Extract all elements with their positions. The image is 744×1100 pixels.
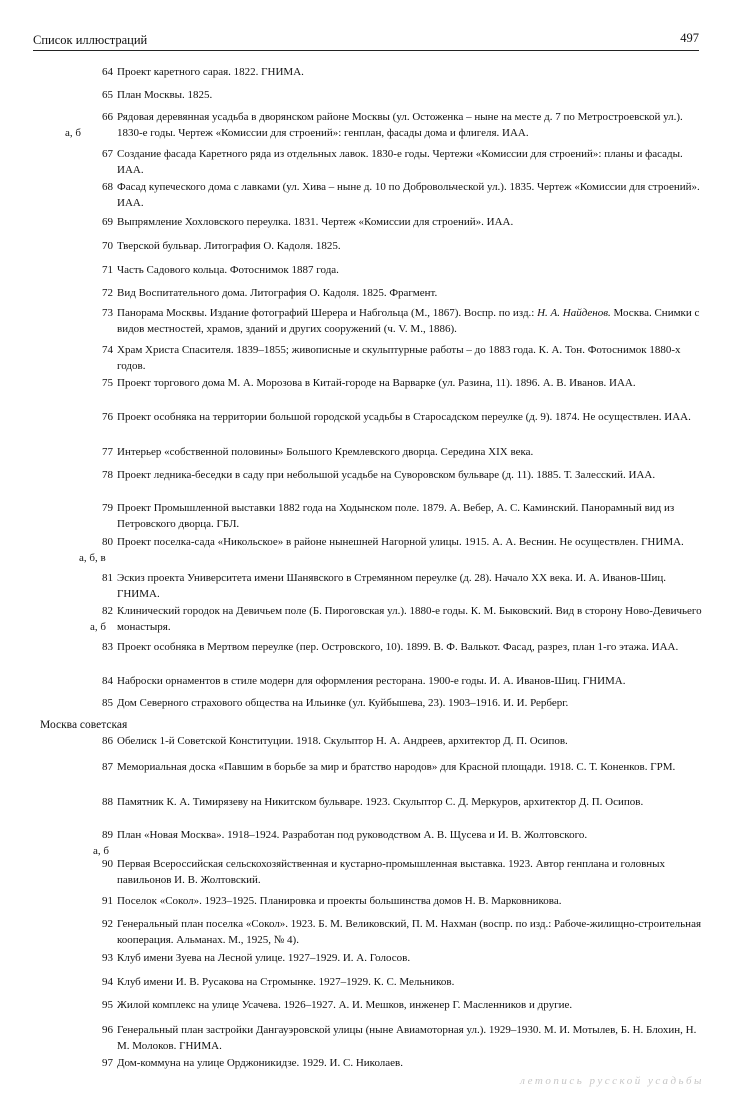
- entry-number: 85: [102, 697, 113, 709]
- watermark: летопись русской усадьбы: [520, 1075, 704, 1087]
- entry-text: Клуб имени И. В. Русакова на Стромынке. 1927–1929. К. С. Мельников.: [117, 976, 455, 988]
- entry-text: Памятник К. А. Тимирязеву на Никитском бульваре. 1923. Скульптор С. Д. Меркуров, архитектор Д. П. Осипов.: [117, 796, 644, 808]
- entry-text: Эскиз проекта Университета имени Шанявского в Стремянном переулке (д. 28). Начало XX века. И. А. Иванов-Шиц. ГНИМА.: [117, 572, 666, 600]
- entry-number: 82: [102, 605, 113, 617]
- entry-text-part: Панорама Москвы. Издание фотографий Шерера и Набгольца (М., 1867). Воспр. по изд.:: [117, 307, 538, 319]
- entry-author-italic: Н. А. Найденов.: [537, 307, 611, 319]
- entry-number: 72: [102, 287, 113, 299]
- entry-number: 96: [102, 1024, 113, 1036]
- entry-text: Проект поселка-сада «Никольское» в районе нынешней Нагорной улицы. 1915. А. А. Веснин. Не осуществлен. ГНИМА.: [117, 536, 684, 548]
- entry-text: Клинический городок на Девичьем поле (Б. Пироговская ул.). 1880-е годы. К. М. Быковский. Вид в сторону Ново-Девичьего монастыря.: [117, 605, 702, 633]
- page-header: [33, 30, 699, 51]
- entry-subletters: а, б: [90, 620, 106, 633]
- entry-number: 95: [102, 999, 113, 1011]
- entry-number: 84: [102, 675, 113, 687]
- entry-text: Обелиск 1-й Советской Конституции. 1918. Скульптор Н. А. Андреев, архитектор Д. П. Осипов.: [117, 735, 568, 747]
- entry-text: Жилой комплекс на улице Усачева. 1926–1927. А. И. Мешков, инженер Г. Масленников и другие.: [117, 999, 573, 1011]
- entry-text: Наброски орнаментов в стиле модерн для оформления ресторана. 1900-е годы. И. А. Иванов-Шиц. ГНИМА.: [117, 675, 626, 687]
- entry-text: Тверской бульвар. Литография О. Кадоля. 1825.: [117, 240, 341, 252]
- section-heading: Москва советская: [40, 719, 128, 731]
- entry-number: 87: [102, 761, 113, 773]
- entry-text: Генеральный план поселка «Сокол». 1923. Б. М. Великовский, П. М. Нахман (воспр. по изд.: Рабоче-жилищно-строительная кооперация. Альманах. М., 1925, № 4).: [117, 918, 702, 946]
- page-number: 497: [680, 31, 699, 45]
- entry-text: Выпрямление Хохловского переулка. 1831. Чертеж «Комиссии для строений». ИАА.: [117, 216, 514, 228]
- entry-number: 80: [102, 536, 113, 548]
- entry-text: Проект каретного сарая. 1822. ГНИМА.: [117, 66, 304, 78]
- entry-text: Создание фасада Каретного ряда из отдельных лавок. 1830-е годы. Чертежи «Комиссии для строений»: планы и фасады. ИАА.: [117, 148, 683, 176]
- entry-text: Клуб имени Зуева на Лесной улице. 1927–1929. И. А. Голосов.: [117, 952, 411, 964]
- entry-number: 91: [102, 895, 113, 907]
- entry-text: Вид Воспитательного дома. Литография О. Кадоля. 1825. Фрагмент.: [117, 287, 438, 299]
- entry-number: 67: [102, 148, 113, 160]
- entry-number: 88: [102, 796, 113, 808]
- entry-text: Проект Промышленной выставки 1882 года на Ходынском поле. 1879. А. Вебер, А. С. Каминский. Панорамный вид из Петровского дворца. ГБЛ.: [117, 502, 675, 530]
- entry-number: 78: [102, 469, 113, 481]
- entry-number: 75: [102, 377, 113, 389]
- entry-number: 97: [102, 1057, 113, 1069]
- entry-number: 93: [102, 952, 113, 964]
- entry-text: Мемориальная доска «Павшим в борьбе за мир и братство народов» для Красной площади. 1918. С. Т. Коненков. ГРМ.: [117, 761, 676, 773]
- entry-number: 73: [102, 307, 113, 319]
- entry-number: 81: [102, 572, 113, 584]
- entry-text: Часть Садового кольца. Фотоснимок 1887 года.: [117, 264, 339, 276]
- entry-text: Дом Северного страхового общества на Ильинке (ул. Куйбышева, 23). 1903–1916. И. И. Рерберг.: [117, 697, 569, 709]
- entry-number: 79: [102, 502, 113, 514]
- entry-number: 86: [102, 735, 113, 747]
- entry-text: [117, 306, 706, 337]
- entry-number: 71: [102, 264, 113, 276]
- entry-number: 83: [102, 641, 113, 653]
- entry-number: 70: [102, 240, 113, 252]
- entry-text: Проект особняка на территории большой городской усадьбы в Старосадском переулке (д. 9). 1874. Не осуществлен. ИАА.: [117, 411, 691, 423]
- entry-number: 77: [102, 446, 113, 458]
- entry-subletters: а, б, в: [79, 551, 106, 564]
- entry-text-part: Москва. Снимки с видов местностей, храмов, зданий и других сооружений (ч. V. М., 1886).: [117, 307, 700, 335]
- entry-text: Первая Всероссийская сельскохозяйственная и кустарно-промышленная выставка. 1923. Автор генплана и головных павильонов И. В. Жолтовский.: [117, 858, 666, 886]
- entry-text: План Москвы. 1825.: [117, 89, 213, 101]
- entry-subletters: а, б: [93, 844, 109, 857]
- entry-text: Проект ледника-беседки в саду при небольшой усадьбе на Суворовском бульваре (д. 11). 1885. Т. Залесский. ИАА.: [117, 469, 656, 481]
- entry-number: 68: [102, 181, 113, 193]
- entry-text: Фасад купеческого дома с лавками (ул. Хива – ныне д. 10 по Добровольческой ул.). 1835. Чертеж «Комиссии для строений». ИАА.: [117, 181, 700, 209]
- entry-number: 76: [102, 411, 113, 423]
- entry-number: 65: [102, 89, 113, 101]
- entry-number: 92: [102, 918, 113, 930]
- entry-text: Рядовая деревянная усадьба в дворянском районе Москвы (ул. Остоженка – ныне на месте д. 7 по Метростроевской ул.). 1830-е годы. Чертеж «Комиссии для строений»: генплан, фасады дома и флигеля. ИАА.: [117, 111, 683, 139]
- entry-text: Проект особняка в Мертвом переулке (пер. Островского, 10). 1899. В. Ф. Валькот. Фасад, разрез, план 1-го этажа. ИАА.: [117, 641, 679, 653]
- entry-number: 74: [102, 344, 113, 356]
- entry-text: Проект торгового дома М. А. Морозова в Китай-городе на Варварке (ул. Разина, 11). 1896. А. В. Иванов. ИАА.: [117, 377, 636, 389]
- entry-text: Поселок «Сокол». 1923–1925. Планировка и проекты большинства домов Н. В. Марковникова.: [117, 895, 562, 907]
- entry-number: 64: [102, 66, 113, 78]
- entry-number: 90: [102, 858, 113, 870]
- entry-subletters: а, б: [65, 126, 81, 139]
- entry-number: 89: [102, 829, 113, 841]
- entry-number: 94: [102, 976, 113, 988]
- entry-text: Храм Христа Спасителя. 1839–1855; живописные и скульптурные работы – до 1883 года. К. А. Тон. Фотоснимок 1880-х годов.: [117, 344, 681, 372]
- entry-text: Интерьер «собственной половины» Большого Кремлевского дворца. Середина XIX века.: [117, 446, 534, 458]
- entry-number: 66: [102, 111, 113, 123]
- entry-number: 69: [102, 216, 113, 228]
- header-title: Список иллюстраций: [33, 33, 148, 47]
- entry-text: Генеральный план застройки Дангауэровской улицы (ныне Авиамоторная ул.). 1929–1930. М. И. Мотылев, Б. Н. Блохин, Н. М. Молоков. ГНИМА.: [117, 1024, 697, 1052]
- entry-text: Дом-коммуна на улице Орджоникидзе. 1929. И. С. Николаев.: [117, 1057, 403, 1069]
- entry-text: План «Новая Москва». 1918–1924. Разработан под руководством А. В. Щусева и И. В. Жолтовского.: [117, 829, 588, 841]
